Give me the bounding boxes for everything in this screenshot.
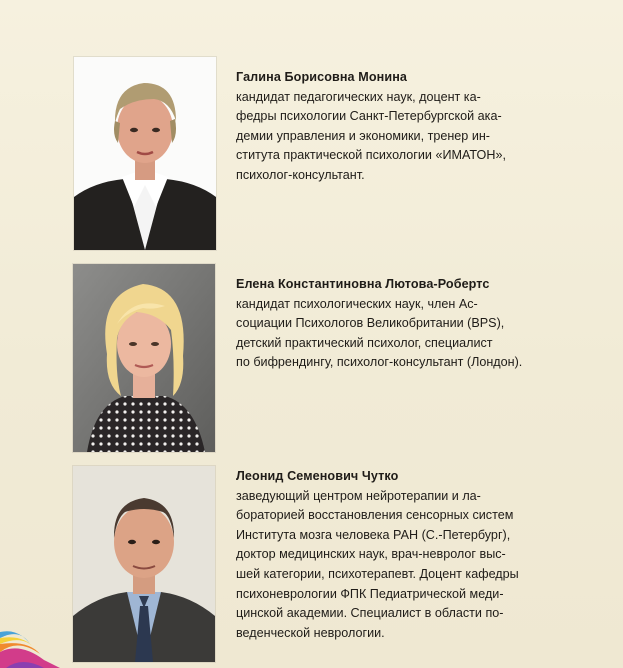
bio-block-1 (236, 68, 598, 186)
bio-line: демии управления и экономики, тренер ин- (236, 128, 490, 143)
bio-block-3 (236, 467, 598, 643)
person-name: Галина Борисовна Монина (236, 70, 407, 84)
bio-line: федры психологии Санкт-Петербургской ака- (236, 109, 502, 124)
bio-line: бораторией восстановления сенсорных систем (236, 508, 514, 523)
bio-line: социации Психологов Великобритании (BPS), (236, 316, 505, 331)
bio-line: психоневрологии ФПК Педиатрической меди- (236, 586, 504, 601)
person-name: Леонид Семенович Чутко (236, 469, 399, 483)
bio-line: детский практический психолог, специалист (236, 335, 493, 350)
bio-line: психолог-консультант. (236, 167, 365, 182)
bio-line: веденческой неврологии. (236, 625, 385, 640)
bio-line: кандидат психологических наук, член Ас- (236, 296, 478, 311)
bio-line: кандидат педагогических наук, доцент ка- (236, 89, 481, 104)
portrait-photo-3 (73, 466, 215, 662)
portrait-photo-1 (74, 57, 216, 250)
bio-line: шей категории, психотерапевт. Доцент кафедры (236, 566, 519, 581)
bio-line: цинской академии. Специалист в области по- (236, 606, 504, 621)
decorative-swirl (0, 598, 70, 668)
bio-line: по бифрендингу, психолог-консультант (Лондон). (236, 355, 523, 370)
bio-line: заведующий центром нейротерапии и ла- (236, 488, 481, 503)
bio-block-2 (236, 275, 598, 373)
bio-line: ститута практической психологии «ИМАТОН», (236, 148, 506, 163)
bio-line: доктор медицинских наук, врач-невролог выс- (236, 547, 506, 562)
portrait-photo-2 (73, 264, 215, 452)
person-name: Елена Константиновна Лютова-Робертс (236, 277, 490, 291)
bio-line: Института мозга человека РАН (С.-Петербург), (236, 527, 511, 542)
